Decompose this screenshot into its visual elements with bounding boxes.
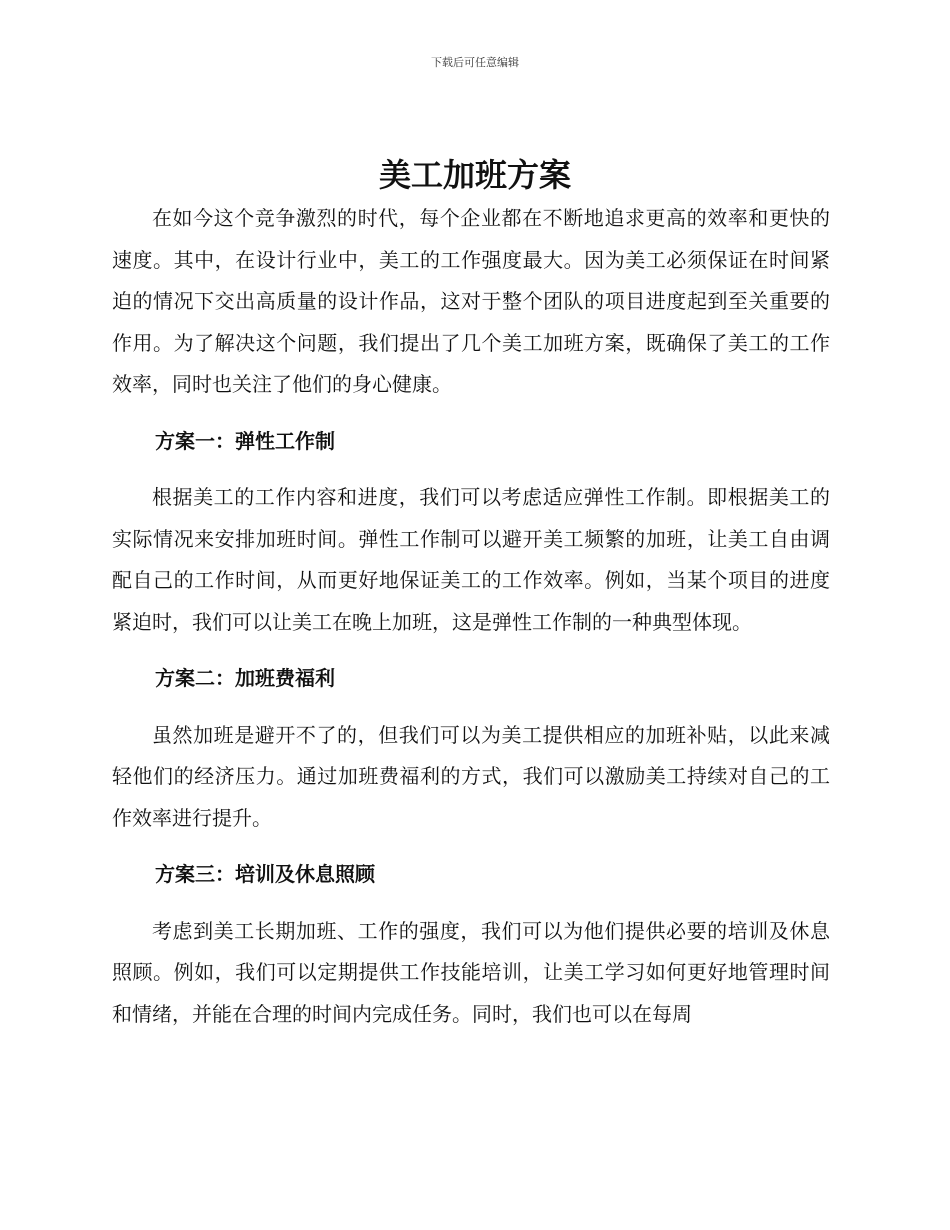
document-title: 美工加班方案	[378, 156, 571, 194]
section-heading-flexible-work: 方案一：弹性工作制	[155, 428, 335, 453]
section-body-training-rest: 考虑到美工长期加班、工作的强度，我们可以为他们提供必要的培训及休息照顾。例如，我们可以定期提供工作技能培训，让美工学习如何更好地管理时间和情绪，并能在合理的时间内完成任务。同时，我们也可以在每周	[112, 918, 830, 1026]
section-body-flexible-work: 根据美工的工作内容和进度，我们可以考虑适应弹性工作制。即根据美工的实际情况来安排加班时间。弹性工作制可以避开美工频繁的加班，让美工自由调配自己的工作时间，从而更好地保证美工的工作效率。例如，当某个项目的进度紧迫时，我们可以让美工在晚上加班，这是弹性工作制的一种典型体现。	[112, 485, 830, 634]
page-header-note: 下载后可任意编辑	[431, 56, 519, 69]
section-heading-training-rest: 方案三：培训及休息照顾	[155, 862, 375, 886]
intro-paragraph: 在如今这个竞争激烈的时代，每个企业都在不断地追求更高的效率和更快的速度。其中，在设计行业中，美工的工作强度最大。因为美工必须保证在时间紧迫的情况下交出高质量的设计作品，这对于整个团队的项目进度起到至关重要的作用。为了解决这个问题，我们提出了几个美工加班方案，既确保了美工的工作效率，同时也关注了他们的身心健康。	[112, 206, 830, 396]
section-body-overtime-pay: 虽然加班是避开不了的，但我们可以为美工提供相应的加班补贴，以此来减轻他们的经济压力。通过加班费福利的方式，我们可以激励美工持续对自己的工作效率进行提升。	[112, 722, 830, 830]
section-heading-overtime-pay: 方案二：加班费福利	[155, 666, 335, 690]
document-body	[112, 198, 830, 1035]
